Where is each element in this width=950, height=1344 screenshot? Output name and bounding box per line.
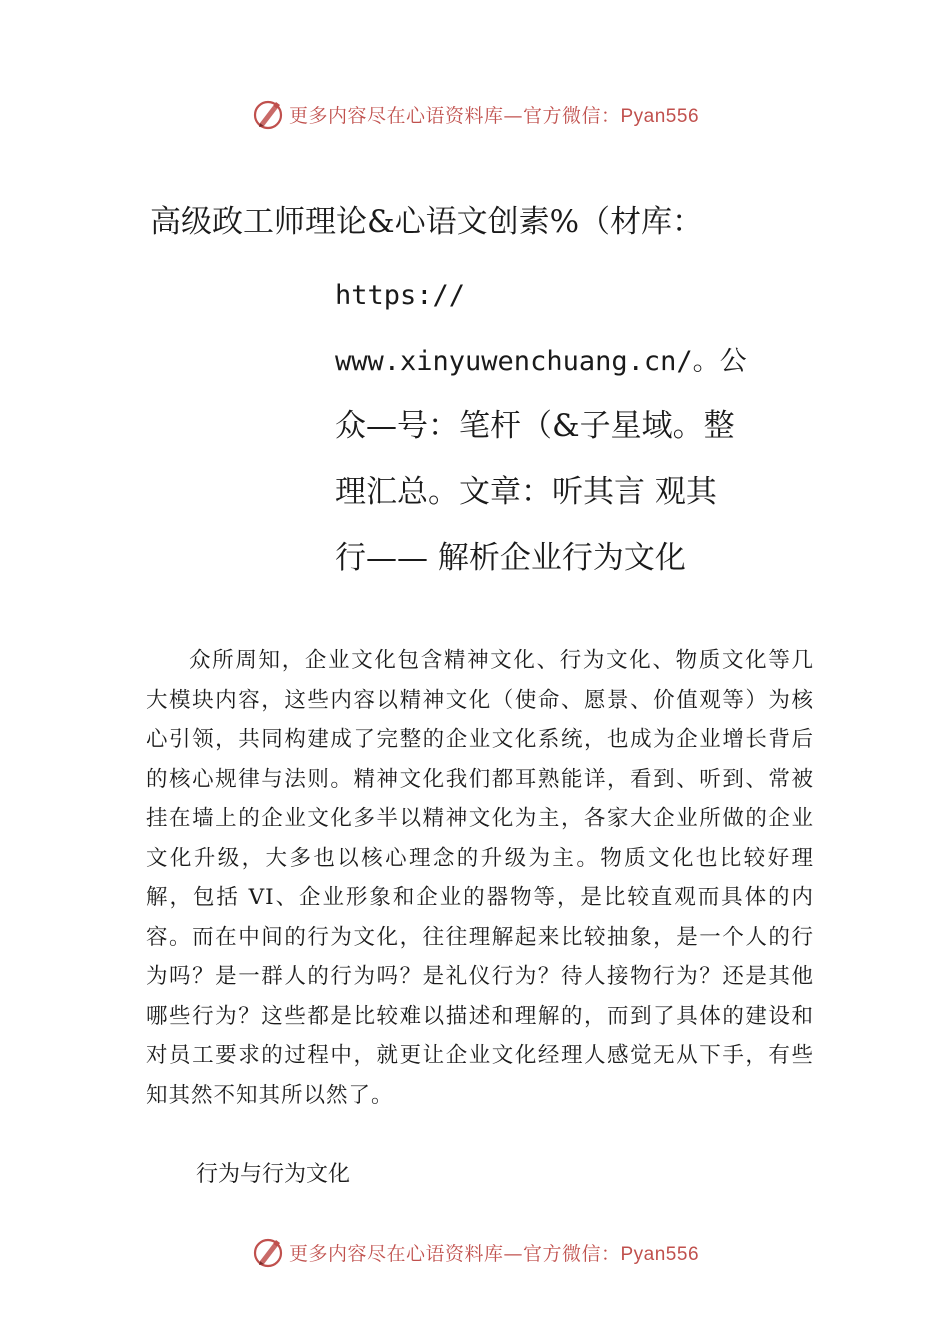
header-banner	[0, 94, 950, 134]
section-heading: 行为与行为文化	[196, 1162, 351, 1187]
title-line-5: 理汇总。文章：听其言 观其	[335, 474, 717, 510]
title-line-4: 众—号：笔杆（&子星域。整	[335, 408, 735, 444]
banner-text: 更多内容尽在心语资料库—官方微信：Pyan556	[288, 104, 700, 127]
pen-logo-icon	[251, 97, 285, 131]
title-line-6: 行—— 解析企业行为文化	[335, 540, 686, 576]
pen-logo-icon	[251, 1235, 285, 1269]
title-line-1: 高级政工师理论&心语文创素%（材库：	[150, 204, 704, 240]
body-paragraph: 众所周知，企业文化包含精神文化、行为文化、物质文化等几大模块内容，这些内容以精神文化（使命、愿景、价值观等）为核心引领，共同构建成了完整的企业文化系统，也成为企业增长背后的核心规律与法则。精神文化我们都耳熟能详，看到、听到、常被挂在墙上的企业文化多半以精神文化为主，各家大企业所做的企业文化升级，大多也以核心理念的升级为主。物质文化也比较好理解，包括 VI、企业形象和企业的器物等，是比较直观而具体的内容。而在中间的行为文化，往往理解起来比较抽象，是一个人的行为吗？是一群人的行为吗？是礼仪行为？待人接物行为？还是其他哪些行为？这些都是比较难以描述和理解的，而到了具体的建设和对员工要求的过程中，就更让企业文化经理人感觉无从下手，有些知其然不知其所以然了。	[146, 648, 814, 1108]
title-line-2: https://	[335, 280, 466, 311]
wechat-id: Pyan556	[620, 105, 700, 127]
wechat-id: Pyan556	[620, 1243, 700, 1265]
footer-banner	[0, 1232, 950, 1272]
title-line-3: www.xinyuwenchuang.cn/。公	[335, 346, 747, 377]
banner-text: 更多内容尽在心语资料库—官方微信：Pyan556	[288, 1242, 700, 1265]
